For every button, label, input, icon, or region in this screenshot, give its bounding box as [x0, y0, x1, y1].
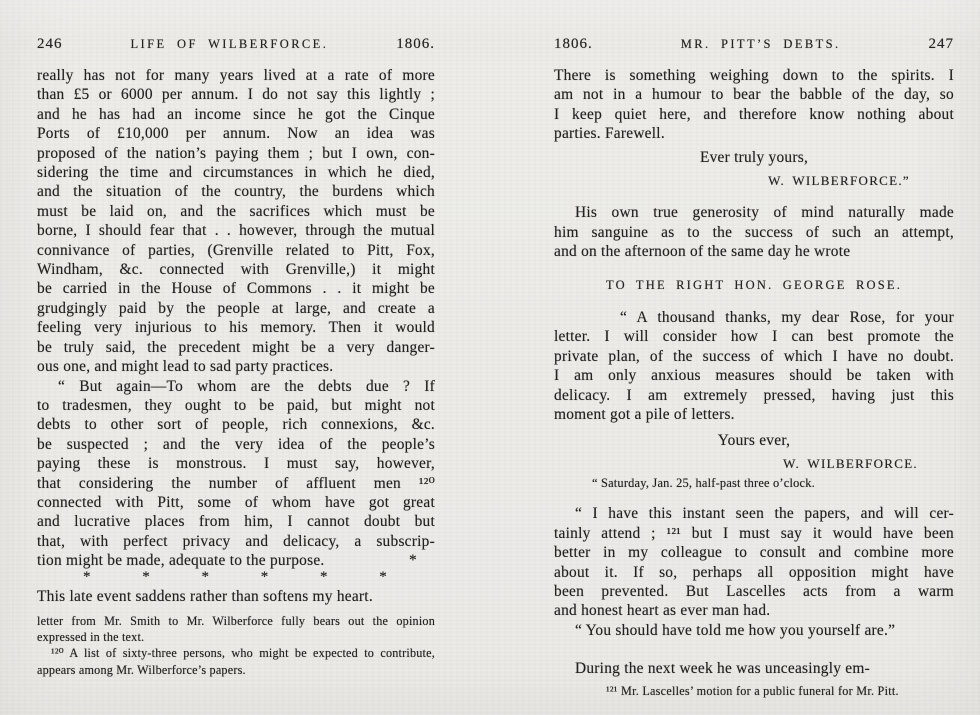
footnote: ¹²¹ Mr. Lascelles’ motion for a public funeral for Mr. Pitt.	[606, 683, 899, 698]
header-year: 1806.	[396, 36, 435, 52]
header-year: 1806.	[554, 36, 593, 52]
page-header-right	[554, 36, 954, 55]
paragraph-last-line	[37, 551, 435, 570]
footnote: letter from Mr. Smith to Mr. Wilberforce fully bears out the opinion expressed in the text.	[37, 613, 435, 645]
page-number: 246	[37, 36, 63, 52]
closing-line: This late event saddens rather than softens my heart.	[37, 587, 373, 605]
asterisk-icon: *	[260, 568, 269, 585]
paragraph: really has not for many years lived at a rate of more than £5 or 6000 per annum. I do not say this lightly ; and he has had an income since he got the Cinque Ports of £10,000 per annum. Now an idea was proposed of the nation’s paying them ; but I own, con- sidering the time and circumstances in which he died, and the situation of the country, the burdens which must be laid on, and the sacrifices which must be borne, I should fear that . . however, through the mutual connivance of parties, (Grenville related to Pitt, Fox, Windham, &c. connected with Grenville,) it might be carried in the House of Commons . . it might be grudgingly paid by the people at large, and create a feeling very injurious to his memory. Then it would be truly said, the precedent might be a very danger- ous one, and might lead to sad party practices.	[37, 67, 435, 376]
paragraph: “ A thousand thanks, my dear Rose, for your letter. I will consider how I can best promote the private plan, of the success of which I have no doubt. I am only anxious measures should be taken with delicacy. I am extremely pressed, having just this moment got a pile of letters.	[554, 309, 954, 424]
asterisk-icon: *	[320, 568, 328, 585]
paragraph: There is something weighing down to the spirits. I am not in a humour to bear the babble of the day, so I keep quiet here, and therefore know nothing about parties. Farewell.	[554, 67, 954, 143]
valediction: Ever truly yours,	[699, 148, 809, 166]
page-header-left	[37, 36, 435, 55]
line-text: tion might be made, adequate to the purpose.	[37, 552, 325, 570]
running-title: MR. PITT’S DEBTS.	[680, 37, 841, 51]
page-number: 247	[928, 36, 954, 52]
asterisk-icon: *	[201, 568, 210, 585]
signature: W. WILBERFORCE.”	[768, 173, 910, 189]
paragraph: During the next week he was unceasingly em-	[575, 660, 870, 678]
page-right	[554, 0, 954, 699]
signature: W. WILBERFORCE.	[783, 455, 918, 471]
asterisk-icon: *	[379, 568, 387, 585]
letter-heading: TO THE RIGHT HON. GEORGE ROSE.	[605, 277, 903, 292]
page-body-right	[554, 66, 954, 699]
paragraph: “ But again—To whom are the debts due ? If to tradesmen, they ought to be paid, but might not debts to other sort of people, rich connexions, &c. be suspected ; and the very idea of the people’s paying these is monstrous. I must say, however, that considering the number of affluent men ¹²⁰ connected with Pitt, some of whom have got great and lucrative places from him, I cannot doubt but that, with perfect privacy and delicacy, a subscrip-	[37, 377, 435, 550]
running-title: LIFE OF WILBERFORCE.	[130, 37, 329, 51]
page-left	[37, 0, 435, 678]
paragraph: “ You should have told me how you yourself are.”	[575, 621, 896, 639]
dateline: “ Saturday, Jan. 25, half-past three o’clock.	[592, 476, 815, 491]
paragraph: His own true generosity of mind naturally made him sanguine as to the success of such an attempt, and on the afternoon of the same day he wrote	[554, 204, 954, 261]
valediction: Yours ever,	[717, 431, 791, 449]
paragraph: “ I have this instant seen the papers, and will cer- tainly attend ; ¹²¹ but I must say it would have been better in my colleague to consult and combine more about it. If so, perhaps all opposition might have been prevented. But Lascelles acts from a warm and honest heart as ever man had.	[554, 505, 954, 620]
page-body-left	[37, 66, 435, 678]
footnote: ¹²⁰ A list of sixty-three persons, who might be expected to contribute, appears among Mr. Wilberforce’s papers.	[37, 646, 435, 677]
asterisk-icon: *	[409, 552, 417, 570]
asterisk-row	[37, 568, 435, 586]
footnotes-left	[37, 613, 435, 678]
asterisk-icon: *	[83, 568, 91, 585]
asterisk-icon: *	[142, 568, 150, 585]
